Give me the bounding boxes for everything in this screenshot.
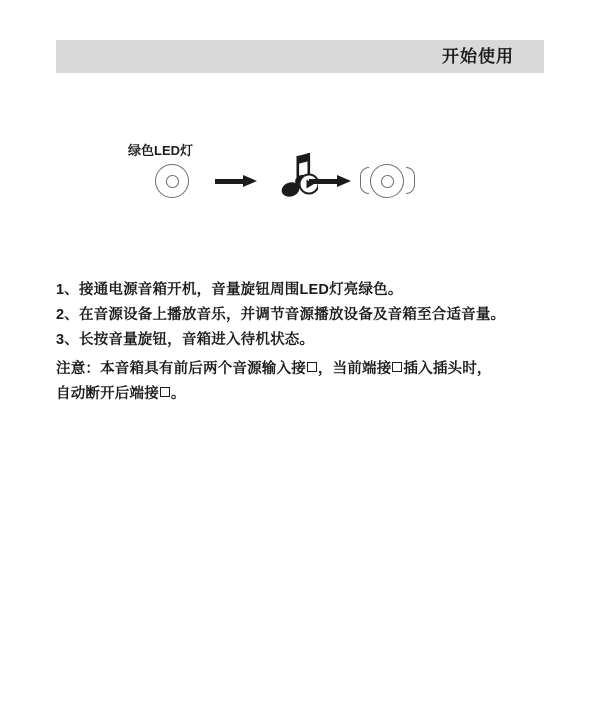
note-text-a: 本音箱具有前后两个音源输入接 [100, 361, 306, 377]
list-item: 3、长按音量旋钮，音箱进入待机状态。 [56, 332, 315, 348]
volume-knob-ringing-icon [370, 164, 404, 198]
page-title: 开始使用 [442, 47, 514, 66]
list-item: 1、接通电源音箱开机，音量旋钮周围LED灯亮绿色。 [56, 282, 403, 298]
volume-knob-icon [155, 164, 189, 198]
arrow-right-icon [215, 175, 259, 187]
note-line-1 [56, 357, 551, 382]
sound-wave-right-icon [406, 167, 415, 194]
note-block [56, 357, 551, 407]
note-line-2 [56, 382, 551, 407]
instruction-list [56, 278, 551, 407]
sound-wave-left-icon [360, 167, 369, 194]
note-text-d: 自动断开后端接 [56, 386, 159, 402]
note-text-c: 插入插头时， [403, 361, 492, 377]
list-item: 2、在音源设备上播放音乐，并调节音源播放设备及音箱至合适音量。 [56, 307, 506, 323]
port-box-glyph [307, 362, 317, 372]
note-text-b: ，当前端接 [317, 361, 392, 377]
arrow-right-icon [309, 175, 353, 187]
port-box-glyph [160, 387, 170, 397]
section-header-bar [56, 40, 544, 73]
note-prefix: 注意： [56, 361, 101, 377]
note-text-e: 。 [170, 386, 186, 402]
usage-diagram [120, 135, 460, 220]
led-label: 绿色LED灯 [128, 143, 194, 158]
port-box-glyph [392, 362, 402, 372]
